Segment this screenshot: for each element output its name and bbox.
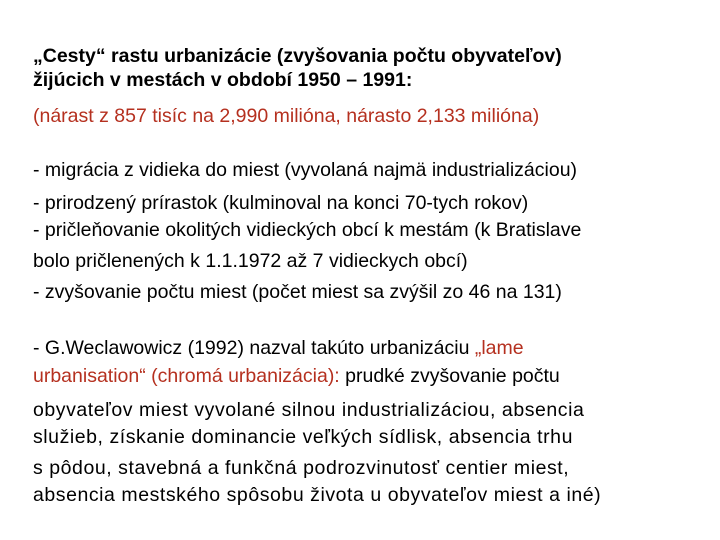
quote-rest: prudké zvyšovanie počtu bbox=[339, 365, 560, 387]
factor-city-count: - zvyšovanie počtu miest (počet miest sa zvýšil zo 46 na 131) bbox=[33, 281, 562, 303]
quote-intro: - G.Weclawowicz (1992) nazval takúto urbanizáciu bbox=[33, 337, 475, 359]
factor-annexation: - pričleňovanie okolitých vidieckých obcí k mestám (k Bratislave bbox=[33, 219, 582, 241]
heading-line-2: žijúcich v mestách v období 1950 – 1991: bbox=[33, 69, 413, 91]
quote-line-4: služieb, získanie dominancie veľkých sídlisk, absencia trhu bbox=[33, 426, 573, 448]
heading-line-1: „Cesty“ rastu urbanizácie (zvyšovania počtu obyvateľov) bbox=[33, 45, 562, 67]
quote-term-start: „lame bbox=[474, 337, 524, 359]
quote-line-1 bbox=[33, 337, 524, 359]
quote-line-6: absencia mestského spôsobu života u obyvateľov miest a iné) bbox=[33, 484, 602, 506]
factor-migration: - migrácia z vidieka do miest (vyvolaná najmä industrializáciou) bbox=[33, 159, 578, 181]
quote-line-2 bbox=[33, 365, 560, 387]
factor-annexation-cont: bolo pričlenených k 1.1.1972 až 7 vidieckych obcí) bbox=[33, 250, 468, 272]
factor-natural-increase: - prirodzený prírastok (kulminoval na konci 70-tych rokov) bbox=[33, 192, 529, 214]
growth-note: (nárast z 857 tisíc na 2,990 milióna, nárasto 2,133 milióna) bbox=[33, 105, 540, 127]
quote-line-3: obyvateľov miest vyvolané silnou industrializáciou, absencia bbox=[33, 399, 585, 421]
quote-line-5: s pôdou, stavebná a funkčná podrozvinutosť centier miest, bbox=[33, 457, 570, 479]
quote-term-end: urbanisation“ (chromá urbanizácia): bbox=[33, 365, 340, 387]
